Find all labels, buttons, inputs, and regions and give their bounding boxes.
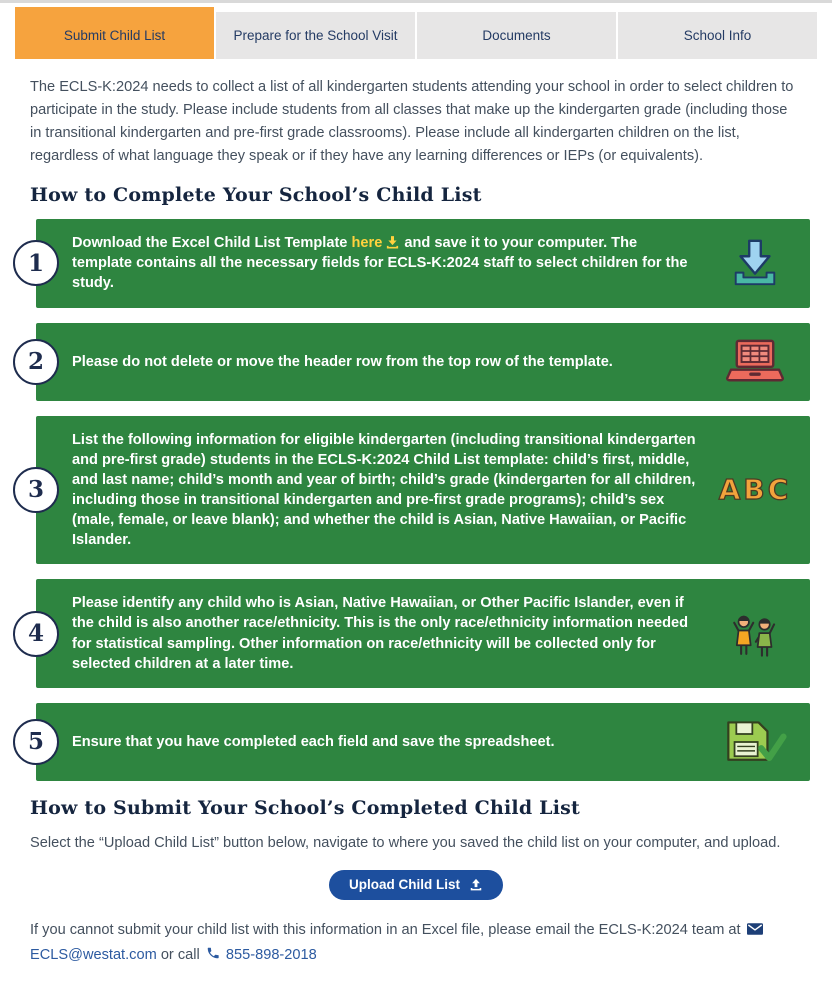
tab-prepare-school-visit[interactable]: Prepare for the School Visit — [216, 12, 415, 59]
phone-link[interactable]: 855-898-2018 — [225, 947, 317, 964]
complete-section-heading: How to Complete Your School’s Child List — [30, 184, 482, 207]
step-2-text: Please do not delete or move the header row from the top row of the template. — [72, 353, 613, 370]
step-5 — [27, 703, 810, 781]
upload-child-list-button[interactable] — [329, 870, 503, 900]
step-1-text-before: Download the Excel Child List Template — [72, 235, 348, 252]
template-download-link[interactable]: here — [352, 235, 401, 251]
step-1-text — [72, 233, 698, 293]
page-top-border — [0, 0, 832, 3]
email-icon — [747, 923, 763, 935]
children-icon — [712, 608, 798, 660]
footer-or-call: or call — [160, 947, 200, 964]
step-2-number-badge: 2 — [13, 339, 59, 385]
submit-instruction: Select the “Upload Child List” button below, navigate to where you saved the child list on your computer, and upload. — [30, 834, 781, 851]
tab-school-info[interactable]: School Info — [618, 12, 817, 59]
step-1-text-after: and save it to your computer. The template contains all the necessary fields for ECLS-K:2024 staff to select children for the study. — [72, 235, 688, 292]
abc-letters-icon: ABC — [718, 473, 792, 507]
laptop-spreadsheet-icon — [712, 338, 798, 386]
step-4-number-badge: 4 — [13, 611, 59, 657]
upload-button-label: Upload Child List — [349, 877, 460, 893]
step-2 — [27, 323, 810, 401]
step-5-text: Ensure that you have completed each field and save the spreadsheet. — [72, 733, 555, 750]
step-1-number-badge: 1 — [13, 240, 59, 286]
submit-section-heading: How to Submit Your School’s Completed Child List — [30, 796, 580, 819]
step-3 — [27, 416, 810, 565]
step-1 — [27, 219, 810, 307]
contact-footer — [30, 918, 802, 968]
phone-icon — [206, 946, 220, 960]
step-3-number-badge: 3 — [13, 467, 59, 513]
upload-icon — [469, 878, 483, 892]
email-link[interactable]: ECLS@westat.com — [30, 947, 157, 964]
step-4-text: Please identify any child who is Asian, Native Hawaiian, or Other Pacific Islander, even if the child is also another race/ethnicity. This is the only race/ethnicity information needed for statistical sampling. Other information on race/ethnicity will be collected only for selected children at a later time. — [72, 595, 689, 672]
upload-button-row — [0, 870, 832, 900]
step-5-number-badge: 5 — [13, 719, 59, 765]
intro-paragraph: The ECLS-K:2024 needs to collect a list of all kindergarten students attending your school in order to select children to participate in the study. Please include students from all classes that make up the kindergarten grade (including those in transitional kindergarten and pre-first grade classrooms). Please include all kindergarten children on the list, regardless of what language they speak or if they have any learning differences or IEPs (or equivalents). — [30, 79, 794, 165]
download-tray-icon — [712, 236, 798, 290]
save-check-icon — [712, 717, 798, 767]
step-4 — [27, 579, 810, 688]
download-icon — [385, 235, 400, 250]
tab-documents[interactable]: Documents — [417, 12, 616, 59]
footer-text-before-email: If you cannot submit your child list with this information in an Excel file, please email the ECLS-K:2024 team at — [30, 922, 741, 939]
tab-submit-child-list[interactable]: Submit Child List — [15, 7, 214, 59]
tab-bar — [15, 7, 817, 59]
step-3-text: List the following information for eligible kindergarten (including transitional kindergarten and pre-first grade) students in the ECLS-K:2024 Child List template: child’s first, middle, and last name; child’s month and year of birth; child’s grade (kindergarten for all children, including those in transitional kindergarten and pre-first grade programs); child’s sex (male, female, or leave blank); and whether the child is Asian, Native Hawaiian, or Pacific Islander. — [72, 431, 696, 549]
